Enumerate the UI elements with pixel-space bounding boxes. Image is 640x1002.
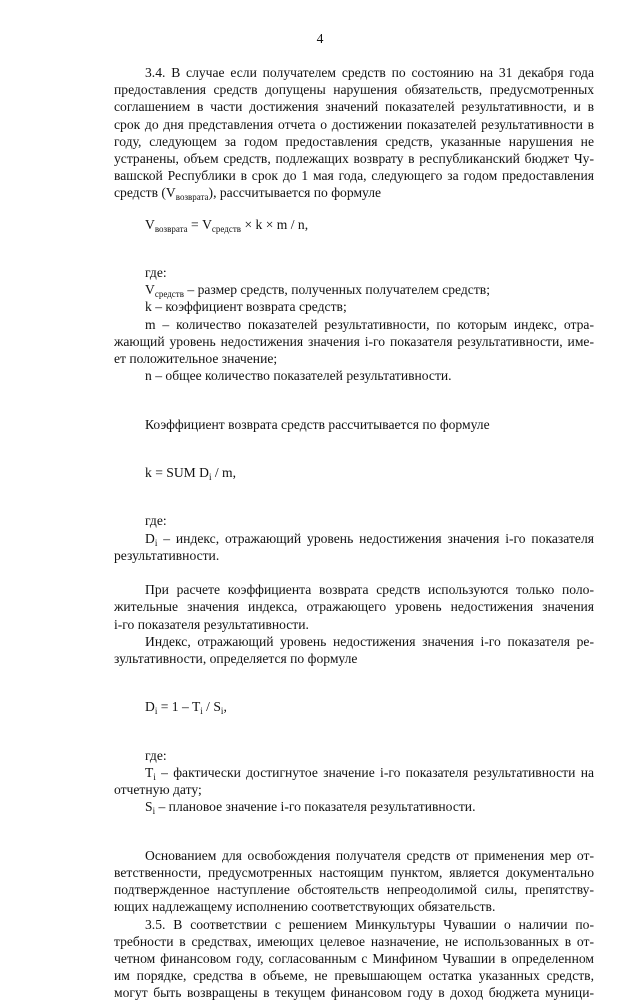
text-line: требности в средствах, имеющих целевое назначение, не использованных в от- <box>114 933 594 949</box>
subscript: возврата <box>175 192 209 203</box>
page-number: 4 <box>316 31 324 46</box>
paragraph-basis <box>114 847 594 916</box>
definition-v <box>114 281 594 298</box>
text-line <box>114 530 594 547</box>
definition-k: k – коэффициент возврата средств; <box>145 299 347 315</box>
text-run: = 1 – T <box>157 699 201 715</box>
paragraph-3-5 <box>114 916 594 1002</box>
text-line: Основанием для освобождения получателя средств от применения мер от- <box>145 847 594 863</box>
subscript: i <box>200 706 203 717</box>
definition-t <box>114 764 594 798</box>
text-line: i-го показателя результативности. <box>114 616 309 632</box>
coefficient-intro: Коэффициент возврата средств рассчитывается по формуле <box>145 416 490 432</box>
subscript: i <box>153 772 156 782</box>
text-run: – фактически достигнутое значение i-го показателя результативности на <box>155 765 594 780</box>
subscript: i <box>220 706 224 717</box>
text-line: 3.5. В соответствии с решением Минкультуры Чувашии о наличии по- <box>145 916 594 932</box>
subscript: i <box>208 472 212 483</box>
text-run: T <box>145 765 154 780</box>
where-label: где: <box>145 747 167 763</box>
text-line: жительные значения индекса, отражающего уровень недостижения значения <box>114 599 594 615</box>
text-line: При расчете коэффициента возврата средств используются только поло- <box>145 582 594 598</box>
text-run: = V <box>187 216 212 232</box>
paragraph-index <box>114 633 594 667</box>
subscript: средств <box>211 223 242 234</box>
text-run: – плановое значение i-го показателя результативности. <box>155 799 476 815</box>
text-line: m – количество показателей результативности, по которым индекс, отра- <box>145 316 594 332</box>
text-line: соглашением в части достижения значений показателей результативности, и в <box>114 99 594 115</box>
text-line: ветственности, предусмотренных настоящим пунктом, является документально <box>114 865 594 880</box>
text-run: , <box>223 699 227 715</box>
definition-s <box>114 798 594 815</box>
text-line: жающий уровень недостижения значения i-го показателя результативности, име- <box>114 333 594 349</box>
text-run: – индекс, отражающий уровень недостижения значения i-го показателя <box>157 530 594 546</box>
text-line: Индекс, отражающий уровень недостижения значения i-го показателя ре- <box>145 633 594 649</box>
text-run: S <box>145 799 153 815</box>
text-line: зультативности, определяется по формуле <box>114 651 358 667</box>
text-line: им порядке, средства в объеме, не превышающем остатка указанных средств, <box>114 968 594 984</box>
definition-n: n – общее количество показателей результативности. <box>145 368 452 384</box>
text-run: – размер средств, полученных получателем средств; <box>183 282 490 298</box>
text-line: 3.4. В случае если получателем средств по состоянию на 31 декабря года <box>145 65 594 80</box>
text-run: / m, <box>211 465 237 481</box>
subscript: i <box>154 706 158 717</box>
formula-index <box>114 698 594 715</box>
subscript: i <box>154 537 158 548</box>
where-label: где: <box>145 513 167 529</box>
text-run: средств (V <box>114 185 176 201</box>
text-run: D <box>145 530 155 546</box>
text-line: могут быть возвращены в текущем финансовом году в доход бюджета муници- <box>114 985 594 1001</box>
text-line: подтвержденное наступление обстоятельств непреодолимой силы, препятству- <box>114 882 594 898</box>
subscript: средств <box>154 289 184 300</box>
subscript: возврата <box>154 223 188 234</box>
text-line <box>114 764 594 781</box>
text-run: ), рассчитывается по формуле <box>208 185 382 201</box>
definition-d <box>114 530 594 564</box>
text-run: V <box>145 282 155 298</box>
text-run: D <box>145 699 155 715</box>
text-line: результативности. <box>114 547 220 563</box>
paragraph-3-4 <box>114 64 594 202</box>
formula-return-volume <box>114 216 594 233</box>
text-line: году, следующем за годом предоставления средств, указанные нарушения не <box>114 133 594 149</box>
text-line: вашской Республики в срок до 1 мая года, следующего за годом предоставления <box>114 168 594 184</box>
text-line: отчетную дату; <box>114 782 202 798</box>
text-line: устранены, объем средств, подлежащих возврату в республиканский бюджет Чу- <box>114 151 594 167</box>
text-run: × k × m / n, <box>241 216 309 232</box>
text-line: срок до дня представления отчета о достижении показателей результативности в <box>114 116 594 132</box>
text-run: / S <box>202 699 221 715</box>
definition-m <box>114 316 594 368</box>
paragraph-calc <box>114 581 594 633</box>
where-label: где: <box>145 265 167 281</box>
text-line: предоставления средств допущены нарушения обязательств, предусмотренных <box>114 82 594 98</box>
text-run: V <box>145 216 155 232</box>
document-body <box>114 64 594 1002</box>
text-run: k = SUM D <box>145 465 209 481</box>
text-line: ющих надлежащему исполнению соответствующих обязательств. <box>114 899 496 915</box>
subscript: i <box>152 806 156 817</box>
text-line: четном финансовом году, согласованным с Минфином Чувашии в определенном <box>114 951 594 967</box>
text-line <box>114 184 594 201</box>
formula-coefficient <box>114 464 594 481</box>
text-line: ет положительное значение; <box>114 351 278 367</box>
